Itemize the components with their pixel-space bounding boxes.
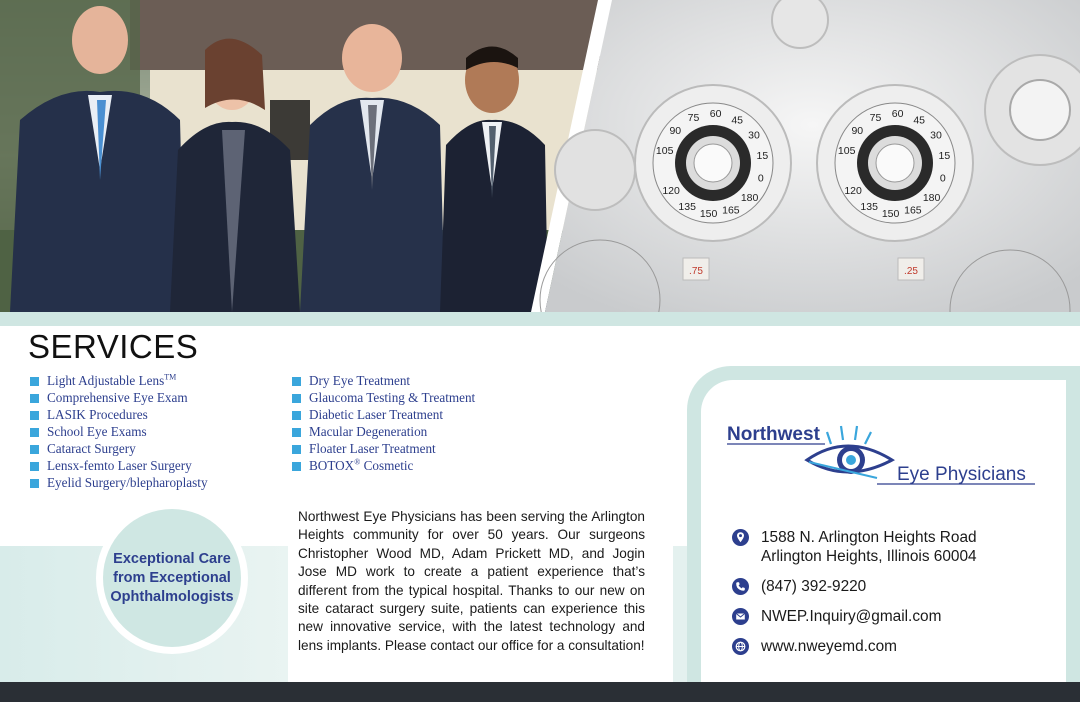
dial-tick-label: 75 (687, 112, 700, 124)
dial-tick-label: 30 (930, 129, 942, 142)
address-line-1: 1588 N. Arlington Heights Road (761, 529, 977, 546)
service-item: Macular Degeneration (292, 424, 475, 441)
mint-band (0, 312, 1080, 326)
dial-tick-label: 0 (757, 172, 764, 185)
bullet-square-icon (30, 411, 39, 420)
dial-tick-label: 150 (881, 207, 900, 220)
service-item: Floater Laser Treatment (292, 441, 475, 458)
dial-tick-label: 165 (904, 204, 922, 217)
right-window-value: .25 (904, 266, 918, 277)
dial-tick-label: 0 (939, 172, 946, 185)
services-list-column-1 (30, 373, 208, 492)
bullet-square-icon (292, 377, 301, 386)
hero-banner (0, 0, 1080, 312)
logo-line-2: Eye Physicians (897, 464, 1026, 485)
website-url[interactable]: www.nweyemd.com (761, 638, 897, 655)
email-icon (732, 608, 749, 625)
hero-photos (0, 0, 1080, 312)
bullet-square-icon (292, 462, 301, 471)
bullet-square-icon (30, 445, 39, 454)
service-item: Lensx-femto Laser Surgery (30, 458, 208, 475)
dial-tick-label: 120 (844, 185, 862, 198)
service-item: Dry Eye Treatment (292, 373, 475, 390)
services-title: SERVICES (28, 328, 199, 365)
bullet-square-icon (292, 411, 301, 420)
dial-tick-label: 165 (722, 204, 740, 217)
northwest-eye-physicians-logo (727, 420, 1039, 490)
dial-tick-label: 90 (851, 125, 864, 138)
phone-number[interactable]: (847) 392-9220 (761, 578, 867, 595)
bullet-square-icon (30, 428, 39, 437)
web-globe-icon (732, 638, 749, 655)
dial-tick-label: 135 (860, 200, 878, 213)
service-item: BOTOX® Cosmetic (292, 458, 475, 475)
tagline-circle (103, 509, 241, 647)
location-pin-icon (732, 529, 749, 546)
bullet-square-icon (30, 377, 39, 386)
logo-line-1: Northwest (727, 424, 820, 445)
dial-tick-label: 60 (891, 108, 904, 121)
service-item: Cataract Surgery (30, 441, 208, 458)
service-item: Light Adjustable Lens™ (30, 373, 208, 390)
service-item: Eyelid Surgery/blepharoplasty (30, 475, 208, 492)
email-address[interactable]: NWEP.Inquiry@gmail.com (761, 608, 942, 625)
dial-tick-label: 180 (740, 192, 759, 205)
dial-tick-label: 150 (699, 207, 718, 220)
service-item: School Eye Exams (30, 424, 208, 441)
service-item: Diabetic Laser Treatment (292, 407, 475, 424)
service-item: Comprehensive Eye Exam (30, 390, 208, 407)
service-item: LASIK Procedures (30, 407, 208, 424)
bullet-square-icon (292, 445, 301, 454)
services-list-column-2 (292, 373, 475, 475)
left-window-value: .75 (689, 266, 703, 277)
dial-tick-label: 105 (655, 145, 674, 158)
bullet-square-icon (30, 479, 39, 488)
bullet-square-icon (292, 428, 301, 437)
phone-icon (732, 578, 749, 595)
dial-tick-label: 60 (709, 108, 722, 121)
dial-tick-label: 105 (837, 145, 856, 158)
dial-tick-label: 45 (913, 114, 926, 127)
practice-description: Northwest Eye Physicians has been serving the Arlington Heights community for over 50 years. Our surgeons Christopher Wood MD, Adam Prickett MD, and Jogin Jose MD work to create a patient experience that’s different from the typical hospital. Thanks to our new on site cataract surgery suite, patients can experience this new innovative service, with the latest technology and lens implants. Please contact our office for a consultation! (298, 509, 645, 653)
bullet-square-icon (30, 462, 39, 471)
footer-bar (0, 682, 1080, 702)
dial-tick-label: 180 (922, 192, 941, 205)
service-item: Glaucoma Testing & Treatment (292, 390, 475, 407)
dial-tick-label: 120 (662, 185, 680, 198)
phoropter-photo (540, 0, 1080, 312)
bullet-square-icon (292, 394, 301, 403)
address-line-2: Arlington Heights, Illinois 60004 (761, 548, 977, 565)
dial-tick-label: 15 (756, 150, 769, 163)
bullet-square-icon (30, 394, 39, 403)
dial-tick-label: 30 (748, 129, 760, 142)
dial-tick-label: 45 (731, 114, 744, 127)
dial-tick-label: 90 (669, 125, 682, 138)
dial-tick-label: 75 (869, 112, 882, 124)
dial-tick-label: 15 (938, 150, 951, 163)
dial-tick-label: 135 (678, 200, 696, 213)
doctors-group-photo (0, 0, 600, 312)
tagline-text: Exceptional Care from Exceptional Ophthalmologists (110, 550, 234, 605)
